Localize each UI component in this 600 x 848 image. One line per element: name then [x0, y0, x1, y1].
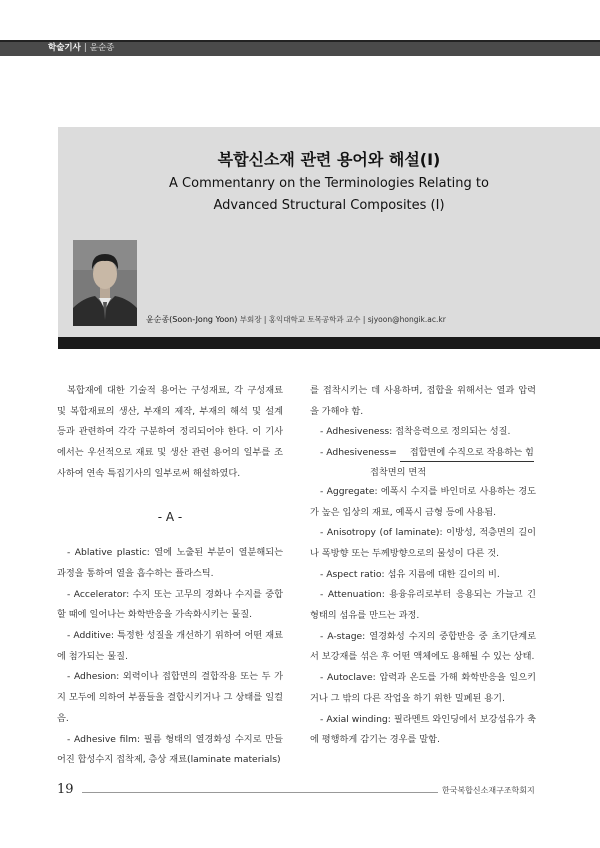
term-entry: - Aspect ratio: 섬유 지름에 대한 길이의 비.	[320, 568, 500, 580]
term-entry: - Attenuation: 용융유리로부터 응용되는 가늘고 긴 형태의 섬유를 만드는 과정.	[310, 589, 536, 622]
section-label: 학술기사	[48, 43, 81, 53]
footer-rule	[82, 792, 438, 793]
left-column	[57, 381, 283, 771]
title-english	[58, 173, 600, 217]
author-photo	[73, 240, 137, 326]
term-entry: - Aggregate: 에폭시 수지를 바인더로 사용하는 경도가 높은 입상의 재료, 예폭시 금형 등에 사용됨.	[310, 485, 536, 518]
continuation-text: 를 접착시키는 데 사용하며, 접합을 위해서는 열과 압력을 가해야 함.	[310, 385, 536, 417]
formula-denominator: 접착면의 면적	[370, 466, 427, 478]
formula	[310, 443, 536, 464]
right-column	[310, 381, 536, 751]
journal-name: 한국복합신소재구조학회지	[442, 786, 535, 795]
header-separator: |	[83, 43, 87, 53]
term-entry: - Anisotropy (of laminate): 이방성, 적층면의 길이나 폭방향 또는 두께방향으로의 물성이 다른 것.	[310, 527, 536, 559]
term-entry: - Autoclave: 압력과 온도를 가해 화학반응을 일으키거나 그 밖의 다른 작업을 하기 위한 밀폐된 용기.	[310, 672, 536, 704]
title-panel-bottom-band	[58, 337, 600, 349]
author-details: 부회장 | 홍익대학교 토목공학과 교수 | sjyoon@hongik.ac.kr	[239, 315, 446, 324]
section-tag	[48, 42, 114, 55]
page-number: 19	[57, 782, 74, 797]
term-entry: - Adhesion: 외력이나 접합면의 결합작용 또는 두 가지 모두에 의하여 부품들을 결합시키거나 그 상태를 일컬음.	[57, 671, 283, 724]
title-korean: 복합신소재 관련 용어와 해설(Ⅰ)	[217, 150, 441, 169]
term-entry: - A-stage: 열경화성 수지의 중합반응 중 초기단계로서 보강재를 섞은 후 어떤 액체에도 용해될 수 있는 상태.	[310, 630, 536, 663]
term-entry: - Adhesive film: 필름 형태의 열경화성 수지로 만들어진 합성수지 접착제, 층상 재료(laminate materials)	[57, 733, 283, 766]
intro-paragraph: 복합재에 대한 기술적 용어는 구성재료, 각 구성재료 및 복합재료의 생산, 부재의 제작, 부재의 해석 및 설계 등과 관련하여 각각 구분하여 정리되어야 한다. 이 기사에서는 우선적으로 재료 및 생산 관련 용어의 일부를 조사하여 연속 특집기사의 일부로써 해설하였다.	[57, 385, 283, 479]
header-author: 윤순종	[89, 43, 115, 53]
term-entry: - Ablative plastic: 열에 노출된 부분이 열분해되는 과정을 통하여 열을 흡수하는 플라스틱.	[57, 547, 283, 579]
term-entry: - Axial winding: 필라멘트 와인딩에서 보강섬유가 축에 평행하게 감기는 경우를 말함.	[310, 713, 536, 746]
letter-heading: - A -	[157, 509, 183, 524]
formula-prefix: - Adhesiveness=	[320, 447, 400, 459]
author-name: 윤순종(Soon-Jong Yoon)	[146, 315, 238, 324]
term-entry: - Additive: 특정한 성질을 개선하기 위하여 어떤 재료에 첨가되는 물질.	[57, 630, 283, 662]
title-english-line-2: Advanced Structural Composites (Ⅰ)	[213, 198, 445, 213]
title-english-line-1: A Commentanry on the Terminologies Relating to	[169, 176, 489, 191]
author-portrait-icon	[73, 240, 137, 326]
author-credit	[146, 314, 446, 325]
term-entry: - Accelerator: 수지 또는 고무의 경화나 수지를 중합할 때에 일어나는 화학반응을 가속화시키는 물질.	[57, 588, 283, 621]
term-entry: - Adhesiveness: 접착응력으로 정의되는 성질.	[320, 426, 511, 438]
formula-numerator: 접합면에 수직으로 작용하는 힘	[400, 445, 534, 462]
